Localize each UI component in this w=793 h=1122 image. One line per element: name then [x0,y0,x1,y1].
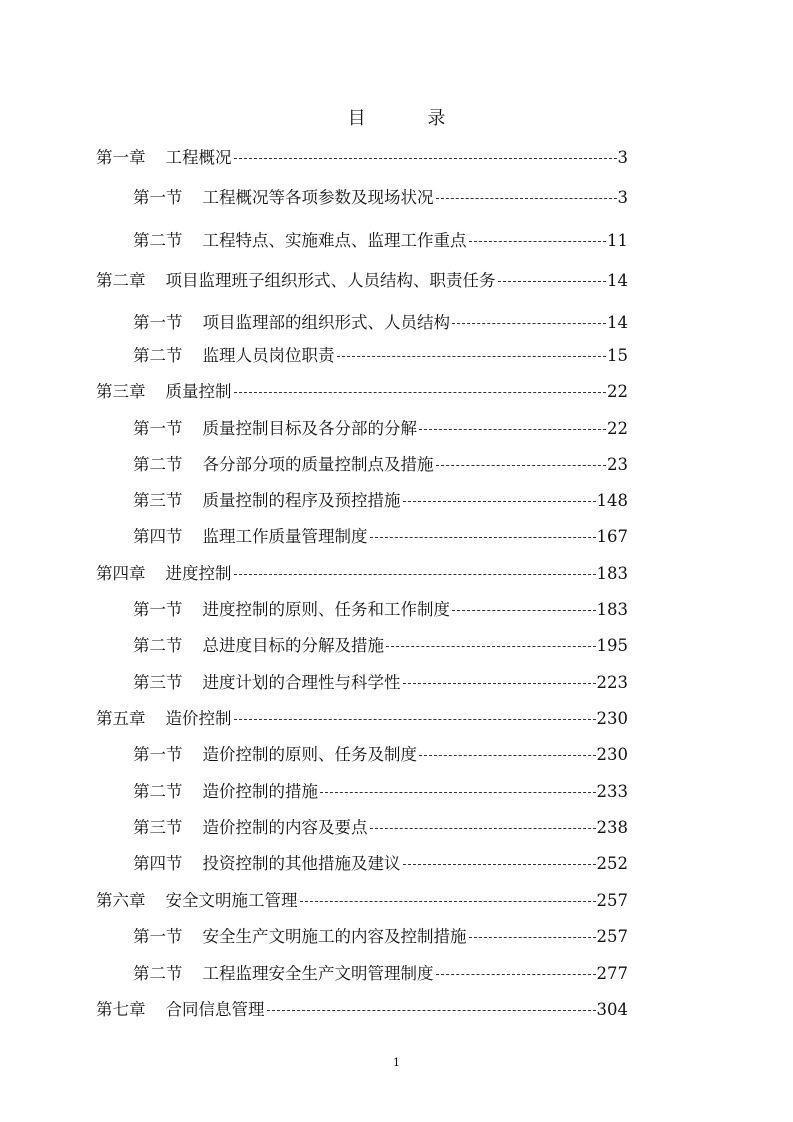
entry-number: 第五章 [96,709,146,728]
dot-leader [234,574,596,575]
entry-number: 第三节 [133,818,183,837]
entry-page: 257 [596,927,628,946]
entry-title: 项目监理部的组织形式、人员结构 [202,313,450,332]
toc-chapter-entry[interactable] [96,889,628,913]
entry-title: 进度控制的原则、任务和工作制度 [202,600,450,619]
dot-leader [436,974,596,975]
entry-number: 第四节 [133,854,183,873]
entry-page: 257 [596,891,628,910]
dot-leader [337,356,607,357]
toc-section-entry[interactable] [133,598,628,622]
dot-leader [370,537,596,538]
dot-leader [419,429,606,430]
entry-number: 第六章 [96,891,146,910]
entry-number: 第二节 [133,964,183,983]
toc-section-entry[interactable] [133,417,628,441]
entry-number: 第一节 [133,419,183,438]
dot-leader [234,719,596,720]
dot-leader [403,683,596,684]
entry-title: 造价控制的内容及要点 [202,818,368,837]
dot-leader [452,610,596,611]
entry-number: 第一节 [133,745,183,764]
entry-title: 工程概况 [165,148,232,167]
entry-number: 第一节 [133,188,183,207]
toc-section-entry[interactable] [133,780,628,804]
entry-title: 合同信息管理 [165,1000,265,1019]
entry-number: 第二节 [133,346,183,365]
toc-section-entry[interactable] [133,229,628,253]
entry-page: 11 [607,231,628,250]
entry-title: 安全文明施工管理 [165,891,298,910]
entry-page: 167 [596,527,628,546]
entry-number: 第一节 [133,313,183,332]
dot-leader [452,323,606,324]
dot-leader [267,1010,596,1011]
entry-page: 230 [596,745,628,764]
entry-number: 第一节 [133,600,183,619]
entry-number: 第一节 [133,927,183,946]
dot-leader [234,158,617,159]
entry-page: 223 [596,673,628,692]
entry-title: 项目监理班子组织形式、人员结构、职责任务 [165,271,496,290]
entry-number: 第三节 [133,673,183,692]
entry-page: 230 [596,709,628,728]
entry-number: 第三章 [96,382,146,401]
entry-title: 质量控制目标及各分部的分解 [202,419,417,438]
dot-leader [498,281,607,282]
entry-title: 工程特点、实施难点、监理工作重点 [202,231,467,250]
page-number-footer: 1 [393,1056,400,1069]
dot-leader [436,198,617,199]
toc-section-entry[interactable] [133,489,628,513]
entry-page: 183 [596,564,628,583]
dot-leader [370,828,596,829]
entry-page: 23 [607,455,628,474]
entry-page: 148 [596,491,628,510]
entry-page: 183 [596,600,628,619]
toc-title [0,104,793,130]
entry-number: 第三节 [133,491,183,510]
dot-leader [403,864,596,865]
entry-page: 252 [596,854,628,873]
toc-chapter-entry[interactable] [96,380,628,404]
entry-title: 投资控制的其他措施及建议 [202,854,401,873]
entry-title: 工程概况等各项参数及现场状况 [202,188,434,207]
toc-chapter-entry[interactable] [96,707,628,731]
toc-section-entry[interactable] [133,925,628,949]
dot-leader [469,241,607,242]
entry-page: 3 [617,188,628,207]
entry-number: 第四节 [133,527,183,546]
entry-title: 监理工作质量管理制度 [202,527,368,546]
entry-number: 第二节 [133,636,183,655]
dot-leader [436,465,607,466]
entry-title: 各分部分项的质量控制点及措施 [202,455,434,474]
toc-section-entry[interactable] [133,634,628,658]
entry-number: 第二章 [96,271,146,290]
dot-leader [419,755,596,756]
entry-page: 14 [607,313,628,332]
toc-title-right: 录 [427,108,446,129]
toc-section-entry[interactable] [133,816,628,840]
entry-title: 工程监理安全生产文明管理制度 [202,964,434,983]
toc-chapter-entry[interactable] [96,562,628,586]
entry-title: 安全生产文明施工的内容及控制措施 [202,927,467,946]
toc-section-entry[interactable] [133,186,628,210]
entry-page: 15 [607,346,628,365]
dot-leader [403,501,596,502]
toc-section-entry[interactable] [133,743,628,767]
toc-section-entry[interactable] [133,852,628,876]
toc-section-entry[interactable] [133,962,628,986]
entry-number: 第一章 [96,148,146,167]
entry-title: 质量控制的程序及预控措施 [202,491,401,510]
toc-section-entry[interactable] [133,525,628,549]
entry-title: 造价控制的措施 [202,782,318,801]
entry-number: 第七章 [96,1000,146,1019]
entry-page: 304 [596,1000,628,1019]
toc-section-entry[interactable] [133,671,628,695]
entry-title: 进度计划的合理性与科学性 [202,673,401,692]
dot-leader [469,937,596,938]
entry-title: 质量控制 [165,382,232,401]
entry-page: 14 [607,271,628,290]
entry-number: 第四章 [96,564,146,583]
entry-page: 233 [596,782,628,801]
toc-section-entry[interactable] [133,453,628,477]
entry-title: 总进度目标的分解及措施 [202,636,384,655]
dot-leader [386,646,596,647]
entry-title: 造价控制 [165,709,232,728]
toc-section-entry[interactable] [133,311,628,335]
entry-page: 195 [596,636,628,655]
entry-page: 3 [617,148,628,167]
dot-leader [300,901,596,902]
toc-chapter-entry[interactable] [96,998,628,1022]
entry-page: 277 [596,964,628,983]
toc-chapter-entry[interactable] [96,269,628,293]
entry-title: 进度控制 [165,564,232,583]
entry-title: 监理人员岗位职责 [202,346,335,365]
entry-page: 238 [596,818,628,837]
entry-title: 造价控制的原则、任务及制度 [202,745,417,764]
entry-number: 第二节 [133,231,183,250]
entry-number: 第二节 [133,455,183,474]
toc-section-entry[interactable] [133,344,628,368]
toc-chapter-entry[interactable] [96,146,628,170]
dot-leader [234,392,607,393]
toc-title-left: 目 [347,108,366,129]
entry-number: 第二节 [133,782,183,801]
dot-leader [320,792,596,793]
entry-page: 22 [607,419,628,438]
entry-page: 22 [607,382,628,401]
